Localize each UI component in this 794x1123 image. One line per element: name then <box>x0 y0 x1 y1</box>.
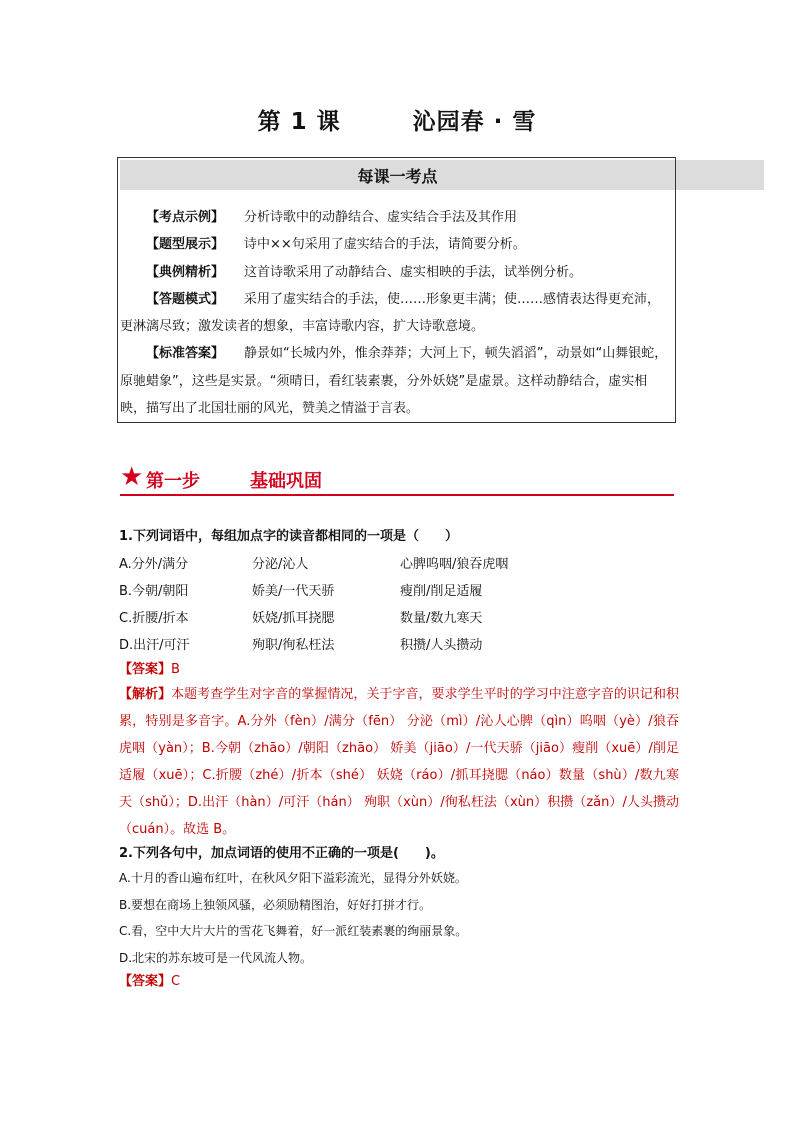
option-cell: A.分外/满分 <box>119 557 189 572</box>
keypoint-label: 【答题模式】 <box>146 291 225 307</box>
question-2-answer <box>119 971 679 993</box>
option-row-b <box>119 578 679 605</box>
keypoint-item <box>120 231 673 258</box>
keypoint-header: 每课一考点 <box>357 167 438 186</box>
keypoint-item <box>120 259 673 286</box>
question-1-answer <box>119 659 679 681</box>
step-label: 第一步 <box>146 471 200 492</box>
option-cell: 娇美/一代天骄 <box>252 584 335 599</box>
keypoint-body <box>120 204 673 422</box>
lesson-title: 第 1 课 沁园春 · 雪 <box>257 109 537 135</box>
keypoint-label: 【典例精析】 <box>146 264 225 280</box>
keypoint-label: 【题型展示】 <box>146 237 225 253</box>
answer-value: C <box>171 974 181 989</box>
keypoint-text: 这首诗歌采用了动静结合、虚实相映的手法，试举例分析。 <box>244 264 583 280</box>
question-2-option: B.要想在商场上独领风骚，必须励精图治，好好打拼才行。 <box>119 897 432 912</box>
question-1-title: 1.下列词语中，每组加点字的读音都相同的一项是（ ） <box>119 529 458 544</box>
question-2-option: A.十月的香山遍布红叶，在秋风夕阳下溢彩流光，显得分外妖娆。 <box>119 871 467 885</box>
analysis-label: 【解析】 <box>119 687 172 702</box>
option-cell: 瘦削/削足适履 <box>400 584 483 599</box>
question-1-analysis <box>119 681 679 843</box>
option-row-d <box>119 632 679 659</box>
option-cell: 分泌/沁人 <box>252 557 309 572</box>
keypoint-item <box>120 286 673 341</box>
answer-label: 【答案】 <box>119 974 172 989</box>
option-cell: 数量/数九寒天 <box>400 611 483 626</box>
keypoint-text: 诗中××句采用了虚实结合的手法，请简要分析。 <box>244 237 526 253</box>
option-cell: 殉职/徇私枉法 <box>252 638 335 653</box>
option-cell: B.今朝/朝阳 <box>119 584 189 599</box>
answer-label: 【答案】 <box>119 662 172 677</box>
answer-value: B <box>171 662 180 677</box>
option-cell: D.出汗/可汗 <box>119 638 190 653</box>
keypoint-label: 【标准答案】 <box>146 346 225 362</box>
option-cell: 妖娆/抓耳挠腮 <box>252 611 335 626</box>
keypoint-label: 【考点示例】 <box>146 210 225 225</box>
option-cell: 心脾呜咽/狼吞虎咽 <box>400 557 509 572</box>
keypoint-text: 静景如“长城内外，惟余莽莽；大河上下，顿失滔滔”，动景如“山舞银蛇，原驰蜡象”，这些是实景。“须晴日，看红装素裹，分外妖娆”是虚景。这样动静结合，虚实相映，描写出了北国壮丽的风光，赞美之情溢于言表。 <box>120 346 668 417</box>
question-2-title: 2.下列各句中，加点词语的使用不正确的一项是( )。 <box>119 846 444 861</box>
star-icon: ★ <box>120 462 144 492</box>
analysis-text: 本题考查学生对字音的掌握情况，关于字音，要求学生平时的学习中注意字音的识记和积累，特别是多音字。A.分外（fèn）/满分（fēn） 分泌（mì）/沁人心脾（qìn）呜咽（yè）/狼吞虎咽（yàn）；B.今朝（zhāo）/朝阳（zhāo） 娇美（jiāo）/一代天骄（jiāo）瘦削（xuē）/削足适履（xuē）；C.折腰（zhé）/折本（shé） 妖娆（ráo）/抓耳挠腮（náo）数量（shù）/数九寒天（shǔ）；D.出汗（hàn）/可汗（hán） 殉职（xùn）/徇私枉法（xùn）积攒（zǎn）/人头攒动（cuán）。故选 B。 <box>119 687 679 837</box>
keypoint-text: 分析诗歌中的动静结合、虚实结合手法及其作用 <box>244 210 518 225</box>
question-2-option: C.看，空中大片大片的雪花飞舞着，好一派红装素裹的绚丽景象。 <box>119 924 468 938</box>
option-cell: 积攒/人头攒动 <box>400 638 483 653</box>
keypoint-item <box>120 204 673 231</box>
option-cell: C.折腰/折本 <box>119 611 189 626</box>
option-row-c <box>119 605 679 632</box>
keypoint-text: 采用了虚实结合的手法，使……形象更丰满；使……感情表达得更充沛，更淋漓尽致；激发读者的想象，丰富诗歌内容，扩大诗歌意境。 <box>120 291 661 335</box>
keypoint-item <box>120 340 673 422</box>
option-row-a <box>119 551 679 578</box>
step-title: 基础巩固 <box>250 471 322 492</box>
step-heading <box>120 464 674 496</box>
questions <box>119 527 679 993</box>
question-2-option: D.北宋的苏东坡可是一代风流人物。 <box>119 950 313 965</box>
